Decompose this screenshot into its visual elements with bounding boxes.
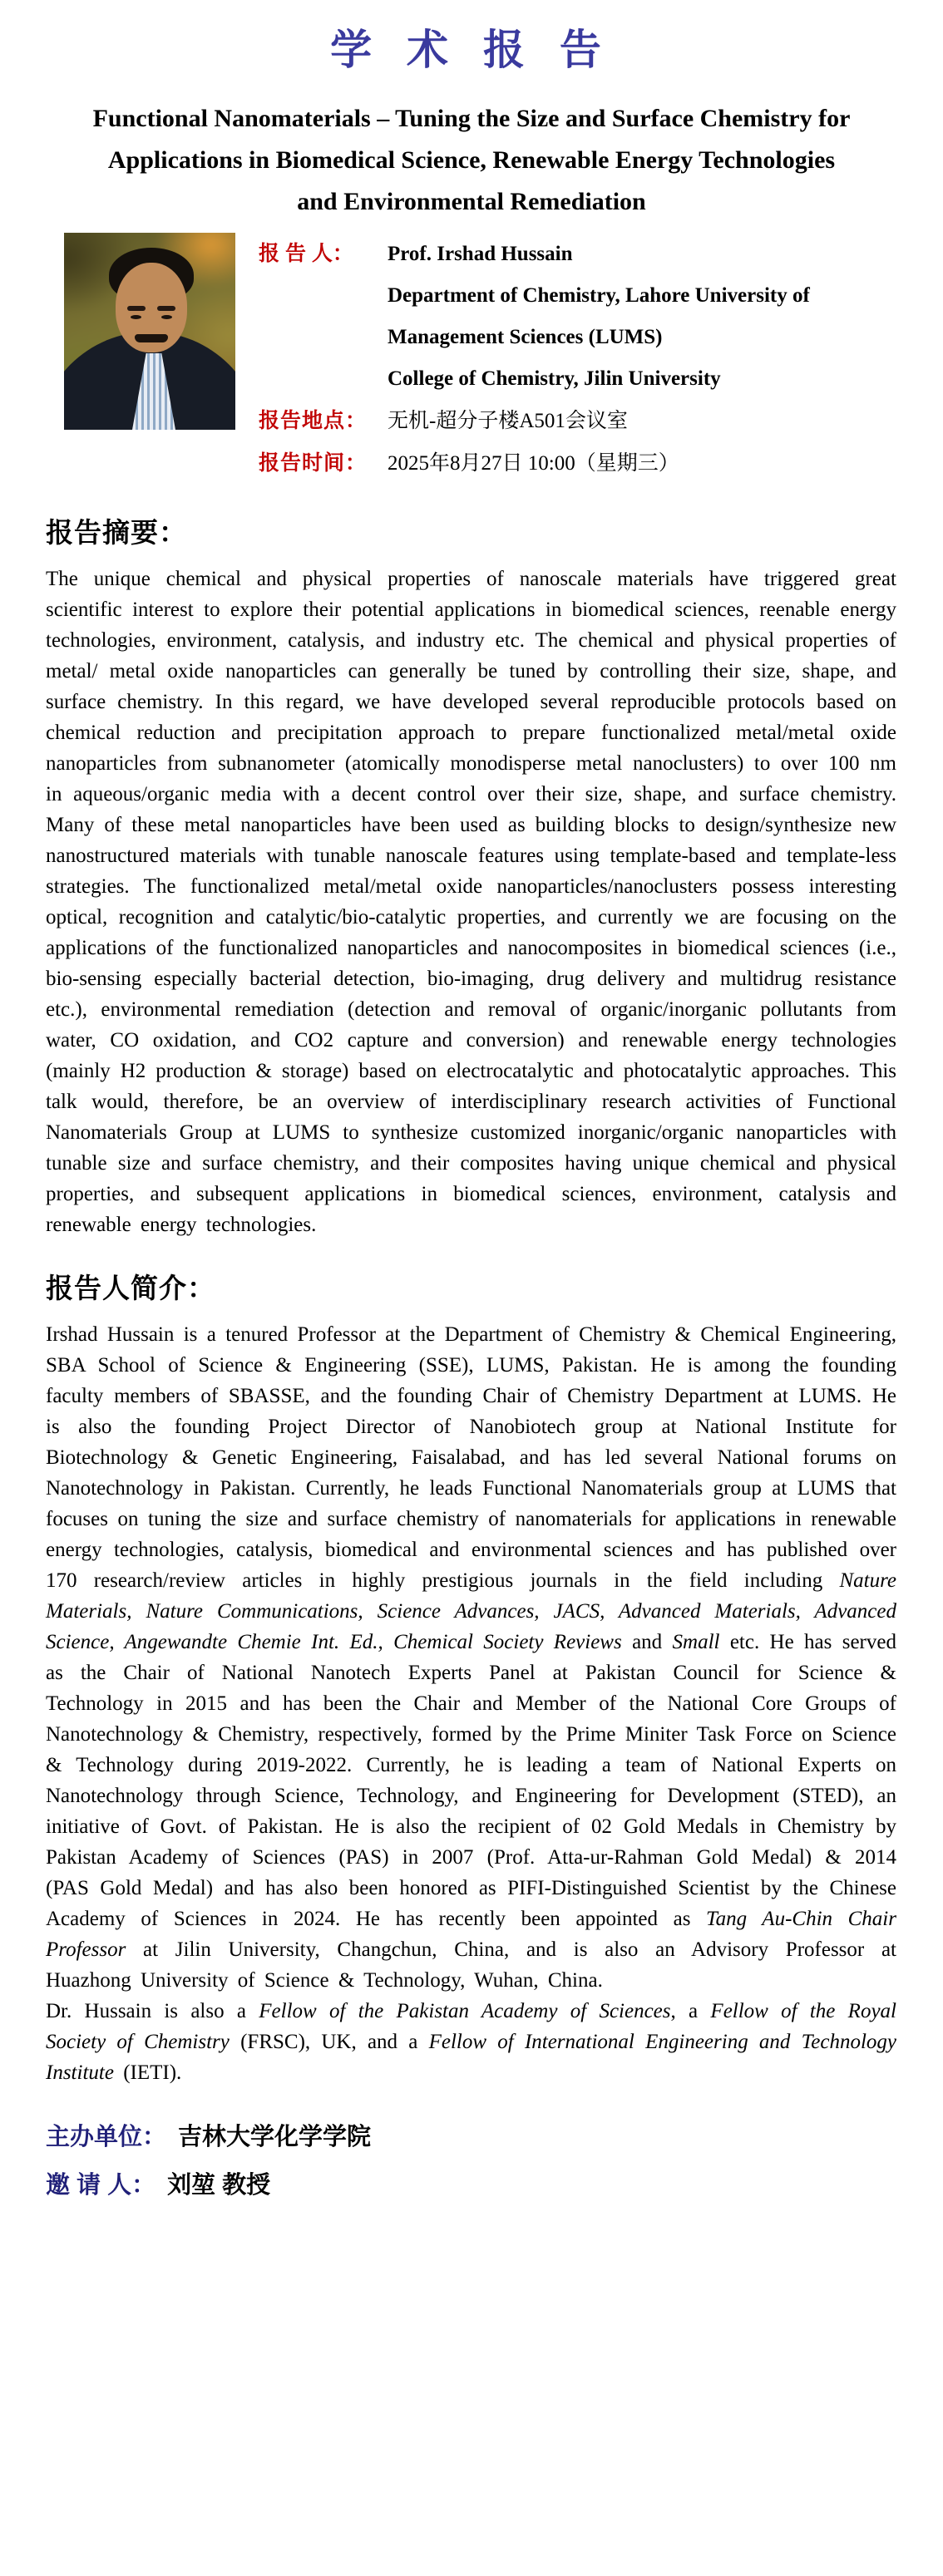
photo-eye-left bbox=[131, 315, 141, 319]
lecture-title-line-1: Functional Nanomaterials – Tuning the Size and Surface Chemistry for bbox=[92, 105, 851, 132]
speaker-section bbox=[0, 233, 943, 485]
bio-paragraph-2: Dr. Hussain is also a Fellow of the Pakistan Academy of Sciences, a Fellow of the Royal Society of Chemistry (FRSC), UK, and a Fellow of International Engineering and Technology Institute (IETI). bbox=[46, 2000, 896, 2084]
page-title: 学 术 报 告 bbox=[330, 27, 613, 73]
speaker-label: 报 告 人： bbox=[259, 242, 353, 265]
inviter-label: 邀 请 人： bbox=[46, 2172, 156, 2199]
photo-face bbox=[116, 263, 187, 352]
time-label: 报告时间： bbox=[259, 451, 368, 475]
time-row bbox=[259, 442, 943, 485]
lecture-title-line-3: and Environmental Remediation bbox=[297, 188, 646, 215]
speaker-name-row bbox=[259, 233, 943, 275]
time-value: 2025年8月27日 10:00（星期三） bbox=[388, 452, 679, 475]
bio-paragraph-1: Irshad Hussain is a tenured Professor at the Department of Chemistry & Chemical Engineering, SBA School of Science & Engineering (SSE), LUMS, Pakistan. He is among the founding faculty members of SBASSE, and the founding Chair of Chemistry Department at LUMS. He is also the founding Project Director of Nanobiotech group at National Institute for Biotechnology & Genetic Engineering, Faisalabad, and has led several National forums on Nanotechnology in Pakistan. Currently, he leads Functional Nanomaterials group at LUMS that focuses on tuning the size and surface chemistry of nanomaterials for applications in renewable energy technologies, catalysis, biomedical and environmental sciences and has published over 170 research/review articles in highly prestigious journals in the field including Nature Materials, Nature Communications, Science Advances, JACS, Advanced Materials, Advanced Science, Angewandte Chemie Int. Ed., Chemical Society Reviews and Small etc. He has served as the Chair of National Nanotech Experts Panel at Pakistan Council for Science & Technology in 2015 and has been the Chair and Member of the National Core Groups of Nanotechnology & Chemistry, respectively, formed by the Prime Miniter Task Force on Science & Technology during 2019-2022. Currently, he is leading a team of National Experts on Nanotechnology through Science, Technology, and Engineering for Development (STED), an initiative of Govt. of Pakistan. He is also the recipient of 02 Gold Medals in Chemistry by Pakistan Academy of Sciences (PAS) in 2007 (Prof. Atta-ur-Rahman Gold Medal) & 2014 (PAS Gold Medal) and has also been honored as PIFI-Distinguished Scientist by the Chinese Academy of Sciences in 2024. He has recently been appointed as Tang Au-Chin Chair Professor at Jilin University, Changchun, China, and is also an Advisory Professor at Huazhong University of Science & Technology, Wuhan, China. bbox=[46, 1323, 896, 1992]
photo-eyebrow-right bbox=[157, 306, 175, 311]
speaker-affiliation-line-3: College of Chemistry, Jilin University bbox=[388, 367, 721, 390]
speaker-affiliation-line-2: Management Sciences (LUMS) bbox=[388, 326, 663, 348]
photo-eyebrow-left bbox=[127, 306, 146, 311]
speaker-affiliation-row bbox=[259, 275, 943, 317]
speaker-name: Prof. Irshad Hussain bbox=[388, 243, 573, 265]
lecture-title bbox=[0, 98, 943, 223]
bio-heading: 报告人简介： bbox=[46, 1273, 215, 1303]
speaker-photo bbox=[64, 233, 235, 430]
inviter-row bbox=[46, 2161, 943, 2209]
venue-row bbox=[259, 400, 943, 442]
host-value: 吉林大学化学学院 bbox=[178, 2124, 372, 2150]
photo-eye-right bbox=[161, 315, 172, 319]
venue-value: 无机-超分子楼A501会议室 bbox=[388, 410, 628, 432]
speaker-info bbox=[259, 233, 943, 485]
venue-label: 报告地点： bbox=[259, 409, 368, 432]
speaker-affiliation-row bbox=[259, 317, 943, 358]
photo-mustache bbox=[135, 334, 168, 342]
speaker-affiliation-line-1: Department of Chemistry, Lahore University of bbox=[388, 284, 810, 307]
footer-section bbox=[46, 2113, 943, 2226]
inviter-value: 刘堃 教授 bbox=[167, 2172, 271, 2199]
lecture-title-line-2: Applications in Biomedical Science, Renewable Energy Technologies bbox=[107, 146, 836, 174]
speaker-affiliation-row bbox=[259, 358, 943, 400]
abstract-heading: 报告摘要： bbox=[46, 517, 187, 548]
host-label: 主办单位： bbox=[46, 2124, 167, 2150]
host-row bbox=[46, 2113, 943, 2161]
abstract-paragraph: The unique chemical and physical properties of nanoscale materials have triggered great scientific interest to explore their potential applications in biomedical sciences, reenable energy technologies, environment, catalysis, and industry etc. The chemical and physical properties of metal/ metal oxide nanoparticles can generally be tuned by controlling their size, shape, and surface chemistry. In this regard, we have developed several reproducible protocols based on chemical reduction and precipitation approach to prepare functionalized metal/metal oxide nanoparticles from subnanometer (atomically monodisperse metal nanoclusters) to over 100 nm in aqueous/organic media with a decent control over their size, shape, and surface chemistry. Many of these metal nanoparticles have been used as building blocks to design/synthesize new nanostructured materials with tunable nanoscale features using template-based and template-less strategies. The functionalized metal/metal oxide nanoparticles/nanoclusters possess interesting optical, recognition and catalytic/bio-catalytic properties, and currently we are focusing on the applications of the functionalized nanoparticles and nanocomposites in biomedical sciences (i.e., bio-sensing especially bacterial detection, bio-imaging, drug delivery and multidrug resistance etc.), environmental remediation (detection and removal of organic/inorganic pollutants from water, CO oxidation, and CO2 capture and conversion) and renewable energy technologies (mainly H2 production & storage) based on electrocatalytic and photocatalytic approaches. This talk would, therefore, be an overview of interdisciplinary research activities of Functional Nanomaterials Group at LUMS to synthesize customized inorganic/organic nanoparticles with tunable size and surface chemistry, and their composites having unique chemical and physical properties, and subsequent applications in biomedical sciences, environment, catalysis and renewable energy technologies. bbox=[46, 568, 896, 1236]
